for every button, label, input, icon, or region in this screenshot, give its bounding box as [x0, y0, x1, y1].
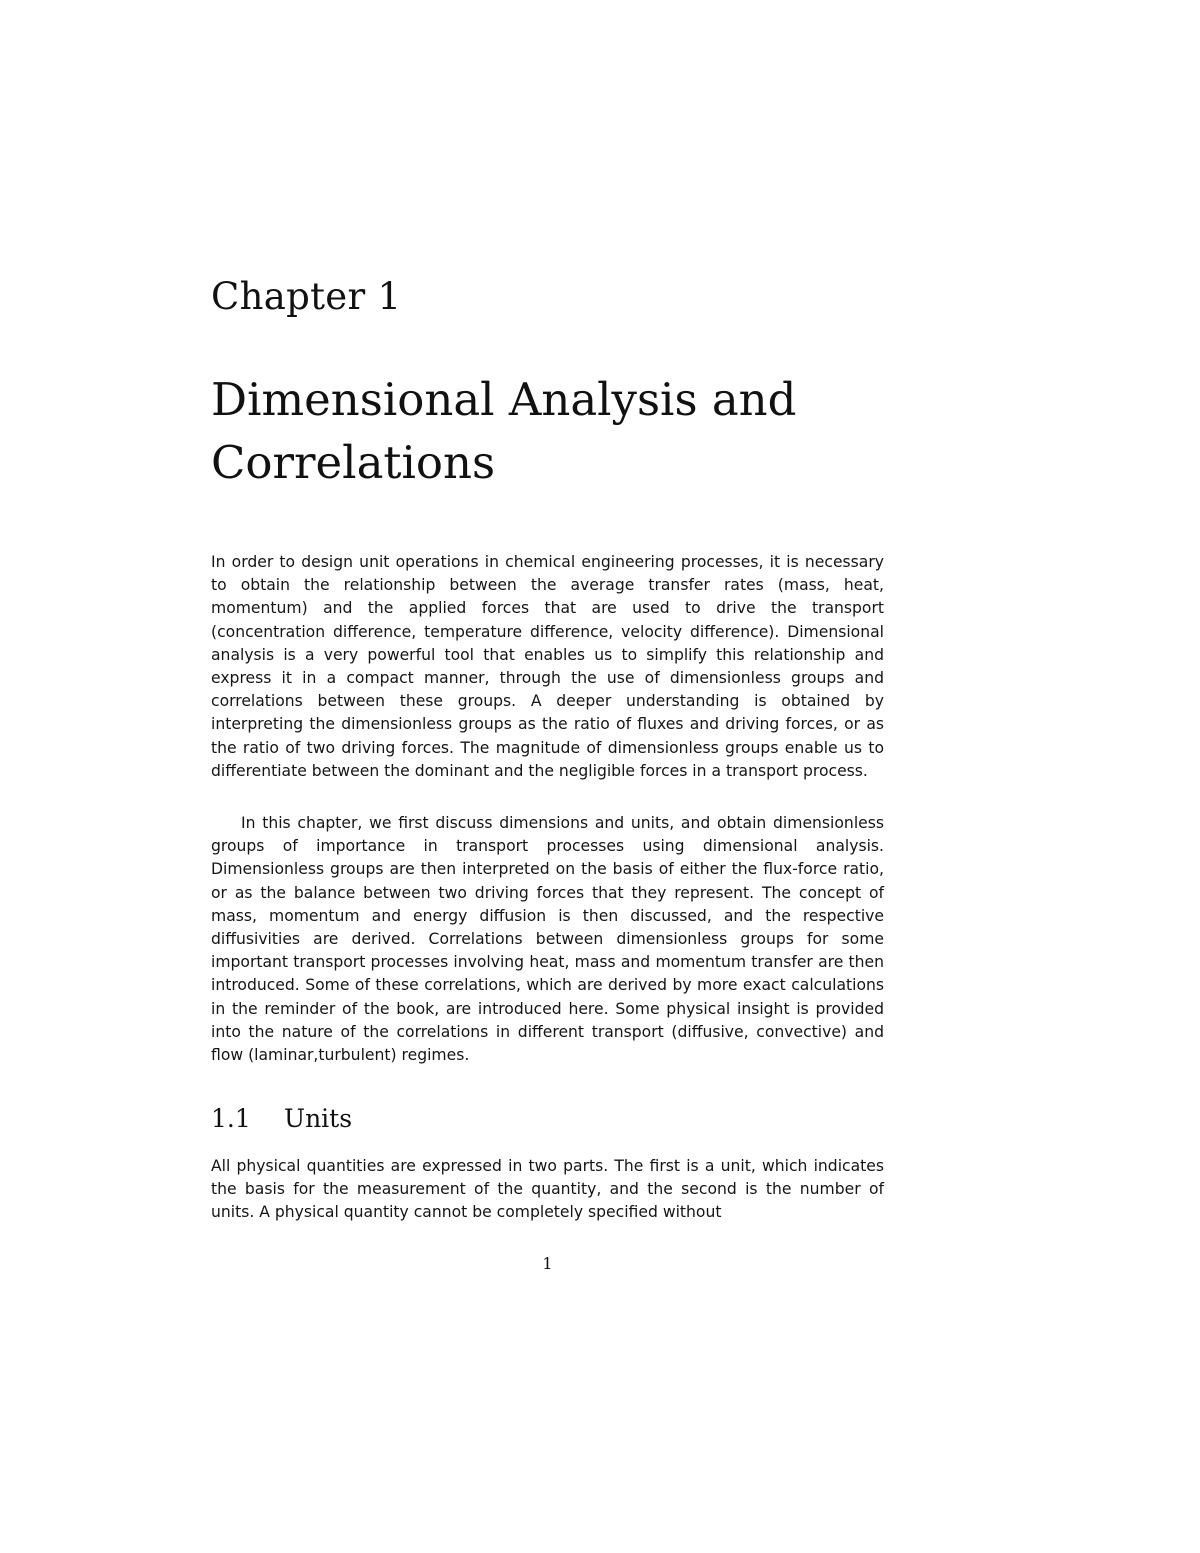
chapter-title: Dimensional Analysis and Correlations: [211, 373, 797, 489]
intro-paragraph-1: In order to design unit operations in chemical engineering processes, it is necessary to obtain the relationship between the average transfer rates (mass, heat, momentum) and the applied forces that are used to drive the transport (concentration difference, temperature difference, velocity difference). Dimensional analysis is a very powerful tool that enables us to simplify this relationship and express it in a compact manner, through the use of dimensionless groups and correlations between these groups. A deeper understanding is obtained by interpreting the dimensionless groups as the ratio of fluxes and driving forces, or as the ratio of two driving forces. The magnitude of dimensionless groups enable us to differentiate between the dominant and the negligible forces in a transport process.: [211, 553, 884, 780]
section-heading: [211, 1104, 352, 1134]
page-number: 1: [542, 1254, 553, 1273]
intro-paragraph-2: In this chapter, we first discuss dimensions and units, and obtain dimensionless groups of importance in transport processes using dimensional analysis. Dimensionless groups are then interpreted on the basis of either the flux-force ratio, or as the balance between two driving forces that they represent. The concept of mass, momentum and energy diffusion is then discussed, and the respective diffusivities are derived. Correlations between dimensionless groups for some important transport processes involving heat, mass and momentum transfer are then introduced. Some of these correlations, which are derived by more exact calculations in the reminder of the book, are introduced here. Some physical insight is provided into the nature of the correlations in different transport (diffusive, convective) and flow (laminar,turbulent) regimes.: [211, 814, 884, 1065]
chapter-label: Chapter 1: [211, 275, 402, 318]
section-number: 1.1: [211, 1104, 251, 1133]
section-title: Units: [284, 1104, 353, 1133]
section-paragraph-1: All physical quantities are expressed in two parts. The first is a unit, which indicates the basis for the measurement of the quantity, and the second is the number of units. A physical quantity cannot be completely specified without: [211, 1157, 884, 1222]
